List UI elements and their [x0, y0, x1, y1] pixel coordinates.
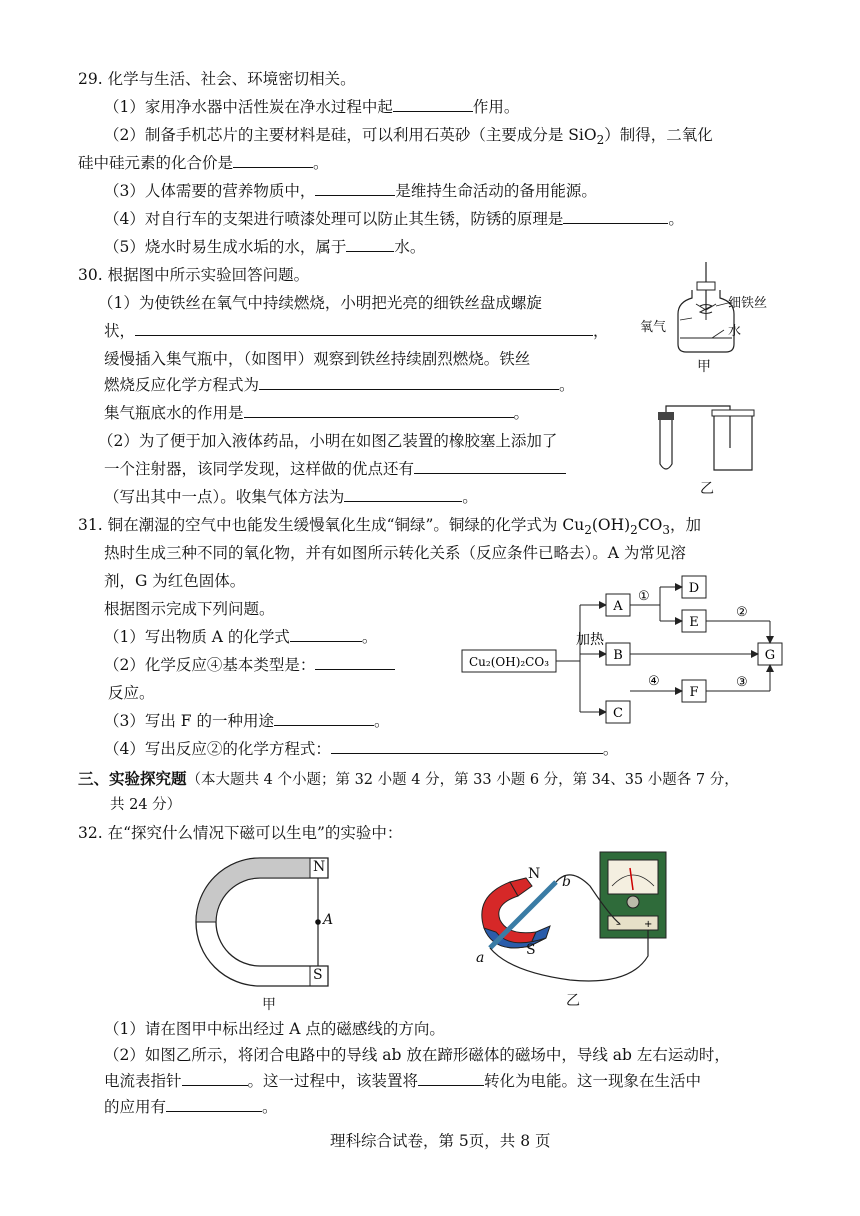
- reaction-1-label: ①: [638, 589, 650, 604]
- q31-part4: （4）写出反应②的化学方程式： 。: [104, 740, 619, 758]
- label-iron-wire: 细铁丝: [728, 296, 768, 311]
- section3-heading-cont: 共 24 分）: [110, 797, 182, 813]
- iron-combustion-jar-figure: [672, 262, 752, 362]
- transformation-diagram: [460, 574, 790, 724]
- node-f: F: [689, 685, 699, 700]
- q30-part1-g: 集气瓶底水的作用是 。: [104, 404, 530, 422]
- q31-line4: 根据图示完成下列问题。: [104, 600, 275, 618]
- q31-line1: 31. 铜在潮湿的空气中也能发生缓慢氧化生成“铜绿”。铜绿的化学式为 $Cu_2(OH)_2CO_3$，加: [78, 516, 702, 538]
- node-start-label: Cu₂(OH)₂CO₃: [468, 655, 550, 669]
- node-c: C: [613, 706, 623, 721]
- q31-line3: 剂，G 为红色固体。: [104, 572, 246, 590]
- q29-stem: 29. 化学与生活、社会、环境密切相关。: [78, 70, 356, 88]
- node-e: E: [689, 615, 699, 630]
- q32-part2-c: 的应用有 。: [104, 1098, 278, 1116]
- node-a: A: [613, 599, 623, 614]
- q29-part2-cont: 硅中硅元素的化合价是 。: [78, 154, 329, 172]
- point-a-label: A: [323, 912, 334, 928]
- caption-jia-32: 甲: [262, 997, 276, 1013]
- answer-blank[interactable]: [418, 1070, 484, 1086]
- q29-part3: （3）人体需要的营养物质中， 是维持生命活动的备用能源。: [104, 182, 597, 200]
- reaction-2-label: ②: [736, 605, 748, 620]
- answer-blank[interactable]: [259, 374, 559, 390]
- q30-part2: （2）为了便于加入液体药品，小明在如图乙装置的橡胶塞上添加了: [98, 432, 558, 450]
- label-water: 水: [728, 324, 742, 339]
- answer-blank[interactable]: [135, 320, 593, 336]
- answer-blank[interactable]: [331, 738, 603, 754]
- q31-part2: （2）化学反应④基本类型是：: [104, 654, 395, 676]
- wire-b-label: b: [562, 874, 571, 890]
- q30-part1-e: 燃烧反应化学方程式为 。: [104, 376, 575, 394]
- magnet-s-label: S: [313, 967, 323, 983]
- node-d: D: [688, 581, 700, 596]
- answer-blank[interactable]: [344, 486, 462, 502]
- q30-part1-d: 缓慢插入集气瓶中，（如图甲）观察到铁丝持续剧烈燃烧。铁丝: [104, 350, 531, 368]
- q29-part1: （1）家用净水器中活性炭在净水过程中起 作用。: [104, 98, 520, 116]
- magnet2-n-label: N: [528, 866, 541, 882]
- q32-stem: 32. 在“探究什么情况下磁可以生电”的实验中：: [78, 824, 403, 842]
- caption-yi-30: 乙: [700, 481, 714, 497]
- q32-part2-b: 电流表指针 。这一过程中，该装置将 转化为电能。这一现象在生活中: [104, 1072, 702, 1090]
- answer-blank[interactable]: [346, 236, 394, 252]
- answer-blank[interactable]: [414, 458, 566, 474]
- q31-part1: （1）写出物质 A 的化学式 。: [104, 628, 378, 646]
- answer-blank[interactable]: [393, 96, 473, 112]
- electromagnetic-induction-figure: [470, 846, 670, 996]
- answer-blank[interactable]: [315, 180, 395, 196]
- wire-a-label: a: [476, 950, 485, 966]
- answer-blank[interactable]: [290, 626, 362, 642]
- q32-part1: （1）请在图甲中标出经过 A 点的磁感线的方向。: [104, 1020, 445, 1038]
- answer-blank[interactable]: [244, 402, 514, 418]
- caption-jia-30: 甲: [697, 359, 711, 375]
- q31-line2: 热时生成三种不同的氧化物，并有如图所示转化关系（反应条件已略去）。A 为常见溶: [104, 544, 686, 562]
- section3-heading: 三、实验探究题（本大题共 4 个小题；第 32 小题 4 分，第 33 小题 6 分，第 34、35 小题各 7 分，: [78, 769, 739, 788]
- q31-part3: （3）写出 F 的一种用途 。: [104, 712, 390, 730]
- svg-text:–: –: [616, 919, 621, 930]
- q30-part1: （1）为使铁丝在氧气中持续燃烧，小明把光亮的细铁丝盘成螺旋: [98, 294, 542, 312]
- q29-part2: （2）制备手机芯片的主要材料是硅，可以利用石英砂（主要成分是 SiO$_2$）制得，二氧化: [104, 126, 713, 148]
- answer-blank[interactable]: [166, 1096, 262, 1112]
- q29-part5: （5）烧水时易生成水垢的水，属于 水。: [104, 238, 426, 256]
- q32-part2: （2）如图乙所示，将闭合电路中的导线 ab 放在蹄形磁体的磁场中，导线 ab 左右运动时，: [104, 1046, 730, 1064]
- q31-part2-b: 反应。: [108, 684, 155, 702]
- q30-part2-b: 一个注射器，该同学发现，这样做的优点还有: [104, 458, 566, 480]
- q30-stem: 30. 根据图中所示实验回答问题。: [78, 266, 310, 284]
- magnet-n-label: N: [313, 859, 326, 875]
- q30-part1-b: 状， ，: [104, 322, 609, 340]
- caption-yi-32: 乙: [566, 993, 580, 1009]
- answer-blank[interactable]: [233, 152, 313, 168]
- node-b: B: [613, 648, 623, 663]
- page-footer: 理科综合试卷，第 5页，共 8 页: [330, 1132, 551, 1150]
- label-oxygen: 氧气: [640, 320, 667, 335]
- gas-generation-apparatus-figure: [652, 398, 762, 478]
- magnet2-s-label: S: [526, 942, 536, 958]
- svg-text:+: +: [644, 919, 653, 930]
- answer-blank[interactable]: [274, 710, 374, 726]
- answer-blank[interactable]: [182, 1070, 248, 1086]
- reaction-3-label: ③: [736, 675, 748, 690]
- q29-part4: （4）对自行车的支架进行喷漆处理可以防止其生锈，防锈的原理是 。: [104, 210, 684, 228]
- q30-part2-c: （写出其中一点）。收集气体方法为 。: [104, 488, 478, 506]
- answer-blank[interactable]: [315, 654, 395, 670]
- answer-blank[interactable]: [563, 208, 668, 224]
- node-g: G: [764, 648, 776, 663]
- reaction-4-label: ④: [648, 674, 660, 689]
- heat-label: 加热: [576, 632, 604, 648]
